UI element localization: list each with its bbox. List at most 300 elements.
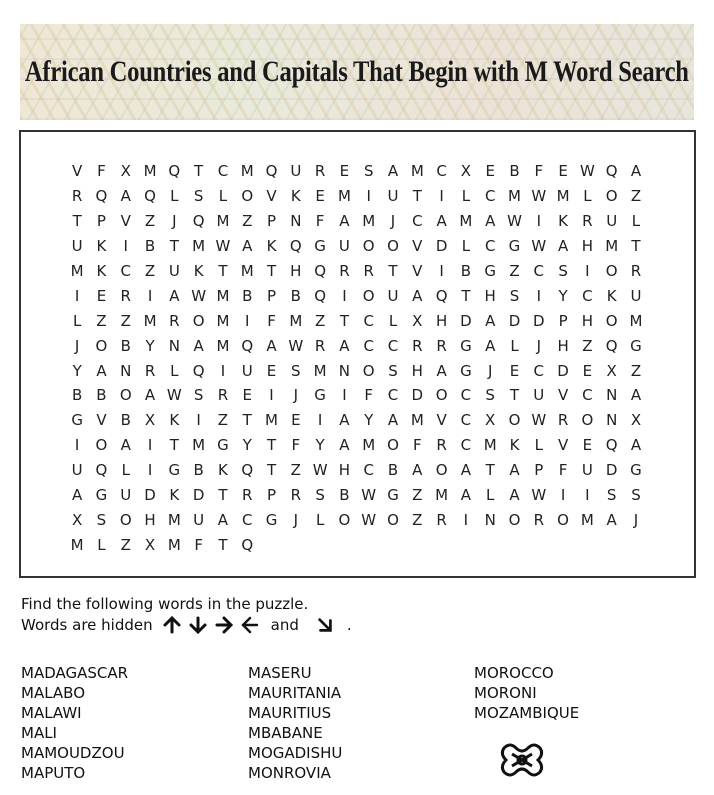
- grid-letter[interactable]: K: [606, 286, 617, 305]
- grid-letter[interactable]: T: [218, 486, 228, 505]
- grid-letter[interactable]: A: [412, 286, 423, 305]
- grid-letter[interactable]: W: [166, 386, 182, 405]
- grid-letter[interactable]: Z: [242, 212, 253, 231]
- grid-letter[interactable]: X: [120, 162, 131, 181]
- grid-letter[interactable]: G: [484, 262, 496, 280]
- grid-letter[interactable]: N: [168, 336, 180, 355]
- grid-letter[interactable]: Y: [145, 336, 155, 355]
- grid-letter[interactable]: C: [217, 162, 229, 181]
- grid-letter[interactable]: M: [605, 237, 619, 256]
- grid-letter[interactable]: X: [72, 510, 83, 529]
- grid-letter[interactable]: I: [147, 461, 153, 480]
- grid-letter[interactable]: Q: [435, 286, 448, 305]
- grid-letter[interactable]: D: [508, 311, 521, 330]
- grid-letter[interactable]: R: [412, 336, 423, 355]
- grid-letter[interactable]: O: [605, 262, 618, 280]
- grid-letter[interactable]: U: [387, 187, 399, 206]
- grid-letter[interactable]: A: [169, 286, 180, 305]
- grid-letter[interactable]: R: [436, 436, 447, 455]
- grid-letter[interactable]: G: [265, 510, 278, 529]
- grid-letter[interactable]: M: [289, 311, 303, 330]
- grid-letter[interactable]: C: [387, 386, 399, 405]
- grid-letter[interactable]: B: [242, 286, 253, 305]
- grid-letter[interactable]: I: [220, 361, 226, 380]
- grid-letter[interactable]: O: [362, 286, 375, 305]
- grid-letter[interactable]: A: [339, 436, 350, 455]
- grid-letter[interactable]: C: [533, 361, 545, 380]
- grid-letter[interactable]: I: [560, 486, 566, 505]
- grid-letter[interactable]: T: [266, 436, 277, 455]
- grid-letter[interactable]: Q: [314, 286, 327, 305]
- grid-letter[interactable]: S: [388, 361, 398, 380]
- grid-letter[interactable]: W: [507, 212, 522, 231]
- grid-letter[interactable]: K: [96, 237, 107, 256]
- grid-letter[interactable]: G: [630, 461, 642, 480]
- grid-letter[interactable]: J: [390, 212, 396, 231]
- grid-letter[interactable]: V: [266, 187, 277, 206]
- grid-letter[interactable]: L: [170, 187, 179, 206]
- grid-letter[interactable]: P: [558, 311, 568, 330]
- grid-letter[interactable]: D: [605, 461, 618, 480]
- grid-letter[interactable]: M: [240, 162, 254, 181]
- grid-letter[interactable]: M: [410, 162, 424, 181]
- grid-letter[interactable]: N: [606, 411, 618, 430]
- grid-letter[interactable]: Q: [241, 461, 254, 480]
- grid-letter[interactable]: I: [74, 436, 80, 455]
- grid-letter[interactable]: W: [361, 486, 377, 505]
- grid-letter[interactable]: S: [606, 486, 617, 505]
- grid-letter[interactable]: M: [70, 262, 84, 280]
- grid-letter[interactable]: L: [461, 237, 471, 256]
- grid-letter[interactable]: G: [630, 336, 642, 355]
- grid-letter[interactable]: O: [362, 237, 375, 256]
- grid-letter[interactable]: U: [241, 361, 253, 380]
- grid-letter[interactable]: U: [71, 461, 83, 480]
- grid-letter[interactable]: K: [96, 262, 107, 280]
- grid-letter[interactable]: I: [245, 311, 250, 330]
- grid-letter[interactable]: C: [120, 262, 131, 280]
- grid-letter[interactable]: J: [487, 361, 493, 380]
- grid-letter[interactable]: G: [217, 436, 229, 455]
- grid-letter[interactable]: C: [460, 411, 472, 430]
- grid-letter[interactable]: K: [290, 187, 301, 206]
- grid-letter[interactable]: V: [412, 237, 423, 256]
- grid-letter[interactable]: A: [509, 461, 520, 480]
- grid-letter[interactable]: C: [582, 386, 593, 405]
- grid-letter[interactable]: W: [288, 336, 304, 355]
- grid-letter[interactable]: T: [485, 461, 495, 480]
- grid-letter[interactable]: O: [581, 411, 594, 430]
- grid-letter[interactable]: A: [460, 486, 472, 505]
- grid-letter[interactable]: F: [534, 162, 544, 181]
- grid-letter[interactable]: L: [72, 311, 82, 330]
- grid-letter[interactable]: I: [342, 286, 347, 305]
- grid-letter[interactable]: R: [290, 486, 302, 505]
- grid-letter[interactable]: U: [606, 212, 618, 231]
- grid-letter[interactable]: B: [193, 461, 204, 480]
- grid-letter[interactable]: R: [314, 336, 326, 355]
- grid-letter[interactable]: A: [557, 237, 569, 256]
- grid-letter[interactable]: Q: [605, 436, 618, 455]
- grid-letter[interactable]: O: [192, 311, 205, 330]
- grid-letter[interactable]: W: [531, 486, 547, 505]
- grid-letter[interactable]: K: [558, 212, 568, 231]
- grid-letter[interactable]: I: [463, 510, 469, 529]
- grid-letter[interactable]: N: [338, 361, 351, 380]
- grid-letter[interactable]: F: [97, 162, 106, 181]
- grid-letter[interactable]: M: [70, 535, 84, 554]
- grid-letter[interactable]: T: [388, 262, 398, 280]
- grid-letter[interactable]: U: [533, 386, 545, 405]
- grid-letter[interactable]: T: [169, 436, 179, 455]
- grid-letter[interactable]: S: [509, 286, 520, 305]
- grid-letter[interactable]: D: [192, 486, 205, 505]
- grid-letter[interactable]: S: [631, 486, 641, 505]
- grid-letter[interactable]: Q: [605, 336, 618, 355]
- grid-letter[interactable]: G: [314, 386, 326, 405]
- grid-letter[interactable]: B: [144, 237, 156, 256]
- grid-letter[interactable]: U: [120, 486, 132, 505]
- grid-letter[interactable]: M: [265, 411, 278, 430]
- grid-letter[interactable]: Z: [314, 311, 326, 330]
- grid-letter[interactable]: S: [96, 510, 107, 529]
- grid-letter[interactable]: H: [411, 361, 423, 380]
- grid-letter[interactable]: U: [193, 510, 205, 529]
- grid-letter[interactable]: M: [192, 436, 206, 455]
- grid-letter[interactable]: O: [119, 386, 132, 405]
- grid-letter[interactable]: R: [557, 411, 569, 430]
- grid-letter[interactable]: B: [509, 162, 520, 181]
- grid-letter[interactable]: Z: [144, 262, 156, 280]
- grid-letter[interactable]: L: [510, 336, 519, 355]
- grid-letter[interactable]: R: [533, 510, 544, 529]
- grid-letter[interactable]: A: [485, 212, 496, 231]
- grid-letter[interactable]: N: [606, 386, 618, 405]
- grid-letter[interactable]: B: [72, 386, 83, 405]
- grid-letter[interactable]: I: [585, 262, 590, 280]
- grid-letter[interactable]: M: [143, 311, 157, 330]
- grid-letter[interactable]: K: [169, 486, 180, 505]
- grid-letter[interactable]: R: [436, 336, 447, 355]
- grid-letter[interactable]: O: [362, 361, 375, 380]
- grid-letter[interactable]: F: [412, 436, 422, 455]
- grid-letter[interactable]: C: [484, 237, 496, 256]
- grid-letter[interactable]: D: [435, 237, 448, 256]
- grid-letter[interactable]: R: [71, 187, 83, 206]
- grid-letter[interactable]: S: [193, 386, 204, 405]
- grid-letter[interactable]: S: [193, 187, 204, 206]
- grid-letter[interactable]: Q: [192, 212, 205, 231]
- grid-letter[interactable]: I: [269, 386, 274, 405]
- grid-letter[interactable]: W: [531, 237, 547, 256]
- grid-letter[interactable]: Y: [242, 436, 252, 455]
- grid-letter[interactable]: E: [582, 436, 593, 455]
- grid-letter[interactable]: L: [461, 187, 471, 206]
- grid-letter[interactable]: O: [605, 187, 618, 206]
- grid-letter[interactable]: O: [338, 510, 351, 529]
- grid-letter[interactable]: M: [410, 411, 424, 430]
- grid-letter[interactable]: O: [435, 461, 448, 480]
- grid-letter[interactable]: R: [630, 262, 642, 280]
- grid-letter[interactable]: E: [242, 386, 252, 405]
- grid-letter[interactable]: I: [196, 411, 201, 430]
- grid-letter[interactable]: R: [314, 162, 326, 181]
- grid-letter[interactable]: R: [120, 286, 131, 305]
- grid-letter[interactable]: I: [366, 187, 371, 206]
- grid-letter[interactable]: V: [120, 212, 131, 231]
- grid-letter[interactable]: B: [460, 262, 472, 280]
- grid-letter[interactable]: M: [337, 187, 351, 206]
- grid-letter[interactable]: I: [123, 237, 128, 256]
- grid-letter[interactable]: E: [485, 162, 495, 181]
- grid-letter[interactable]: G: [460, 336, 472, 355]
- grid-letter[interactable]: F: [364, 386, 374, 405]
- grid-letter[interactable]: M: [216, 311, 230, 330]
- grid-letter[interactable]: W: [312, 461, 328, 480]
- grid-letter[interactable]: E: [582, 361, 593, 380]
- grid-letter[interactable]: M: [192, 237, 206, 256]
- grid-letter[interactable]: Z: [144, 212, 156, 231]
- grid-letter[interactable]: Y: [72, 361, 82, 380]
- grid-letter[interactable]: Z: [509, 262, 520, 280]
- grid-letter[interactable]: L: [388, 311, 398, 330]
- grid-letter[interactable]: L: [534, 436, 543, 455]
- grid-letter[interactable]: T: [242, 411, 252, 430]
- grid-letter[interactable]: Q: [192, 361, 205, 380]
- grid-letter[interactable]: B: [387, 461, 399, 480]
- grid-letter[interactable]: W: [531, 187, 547, 206]
- grid-letter[interactable]: M: [459, 212, 473, 231]
- grid-letter[interactable]: F: [267, 311, 276, 330]
- grid-letter[interactable]: U: [581, 461, 593, 480]
- grid-letter[interactable]: L: [583, 187, 592, 206]
- grid-letter[interactable]: F: [194, 535, 203, 554]
- grid-letter[interactable]: M: [508, 187, 521, 206]
- grid-letter[interactable]: Z: [582, 336, 593, 355]
- grid-letter[interactable]: O: [95, 436, 108, 455]
- grid-letter[interactable]: A: [630, 436, 642, 455]
- grid-letter[interactable]: I: [439, 262, 444, 280]
- grid-letter[interactable]: L: [97, 535, 106, 554]
- grid-letter[interactable]: Y: [315, 436, 325, 455]
- grid-letter[interactable]: C: [241, 510, 253, 529]
- grid-letter[interactable]: M: [435, 486, 449, 505]
- grid-letter[interactable]: E: [291, 411, 301, 430]
- grid-letter[interactable]: O: [387, 237, 399, 256]
- grid-letter[interactable]: O: [241, 187, 254, 206]
- grid-letter[interactable]: A: [217, 510, 229, 529]
- grid-letter[interactable]: C: [387, 336, 399, 355]
- grid-letter[interactable]: Z: [290, 461, 301, 480]
- grid-letter[interactable]: M: [216, 286, 230, 305]
- grid-letter[interactable]: L: [170, 361, 179, 380]
- grid-letter[interactable]: H: [581, 237, 594, 256]
- grid-letter[interactable]: U: [71, 237, 83, 256]
- grid-letter[interactable]: S: [558, 262, 568, 280]
- grid-letter[interactable]: A: [72, 486, 83, 505]
- grid-letter[interactable]: O: [95, 336, 108, 355]
- grid-letter[interactable]: L: [486, 486, 495, 505]
- grid-letter[interactable]: Z: [412, 510, 423, 529]
- grid-letter[interactable]: M: [362, 212, 376, 231]
- grid-letter[interactable]: A: [144, 386, 156, 405]
- grid-letter[interactable]: C: [460, 436, 472, 455]
- grid-letter[interactable]: A: [387, 411, 399, 430]
- grid-letter[interactable]: M: [216, 212, 230, 231]
- grid-letter[interactable]: H: [144, 510, 156, 529]
- grid-letter[interactable]: J: [293, 510, 299, 529]
- grid-letter[interactable]: P: [267, 486, 277, 505]
- grid-letter[interactable]: C: [412, 212, 423, 231]
- grid-letter[interactable]: A: [436, 212, 447, 231]
- grid-letter[interactable]: X: [144, 535, 156, 554]
- grid-letter[interactable]: B: [96, 386, 107, 405]
- grid-letter[interactable]: M: [580, 510, 594, 529]
- grid-letter[interactable]: Q: [265, 162, 278, 181]
- grid-letter[interactable]: E: [96, 286, 107, 305]
- grid-letter[interactable]: O: [508, 411, 521, 430]
- grid-letter[interactable]: K: [169, 411, 180, 430]
- grid-letter[interactable]: X: [606, 361, 617, 380]
- grid-letter[interactable]: I: [536, 286, 541, 305]
- grid-letter[interactable]: S: [315, 486, 325, 505]
- grid-letter[interactable]: Z: [120, 311, 131, 330]
- grid-letter[interactable]: T: [631, 237, 641, 256]
- grid-letter[interactable]: Q: [95, 187, 108, 206]
- grid-letter[interactable]: X: [412, 311, 423, 330]
- grid-letter[interactable]: K: [509, 436, 520, 455]
- grid-letter[interactable]: G: [168, 461, 181, 480]
- grid-letter[interactable]: F: [315, 212, 325, 231]
- grid-letter[interactable]: O: [605, 311, 618, 330]
- grid-letter[interactable]: V: [557, 386, 569, 405]
- grid-letter[interactable]: J: [536, 336, 541, 355]
- grid-letter[interactable]: I: [147, 286, 153, 305]
- grid-letter[interactable]: M: [240, 262, 254, 280]
- grid-letter[interactable]: A: [630, 386, 642, 405]
- grid-letter[interactable]: V: [72, 162, 83, 181]
- grid-letter[interactable]: P: [96, 212, 106, 231]
- grid-letter[interactable]: H: [557, 336, 569, 355]
- grid-letter[interactable]: T: [194, 162, 204, 181]
- grid-letter[interactable]: Z: [120, 535, 131, 554]
- grid-letter[interactable]: P: [534, 461, 544, 480]
- grid-letter[interactable]: D: [557, 361, 569, 380]
- grid-letter[interactable]: T: [461, 286, 471, 305]
- grid-letter[interactable]: R: [582, 212, 593, 231]
- grid-letter[interactable]: U: [168, 262, 180, 280]
- grid-letter[interactable]: A: [630, 162, 642, 181]
- grid-letter[interactable]: V: [436, 411, 447, 430]
- grid-letter[interactable]: A: [460, 461, 472, 480]
- grid-letter[interactable]: V: [557, 436, 569, 455]
- grid-letter[interactable]: R: [339, 262, 350, 280]
- grid-letter[interactable]: A: [120, 187, 131, 206]
- grid-letter[interactable]: I: [147, 436, 153, 455]
- grid-letter[interactable]: T: [218, 262, 228, 280]
- grid-letter[interactable]: O: [557, 510, 569, 529]
- grid-letter[interactable]: M: [167, 535, 181, 554]
- grid-letter[interactable]: W: [191, 286, 207, 305]
- grid-letter[interactable]: M: [483, 436, 497, 455]
- grid-letter[interactable]: W: [579, 162, 595, 181]
- grid-letter[interactable]: V: [96, 411, 107, 430]
- grid-letter[interactable]: A: [485, 336, 496, 355]
- grid-letter[interactable]: C: [460, 386, 472, 405]
- grid-letter[interactable]: A: [193, 336, 204, 355]
- grid-letter[interactable]: K: [193, 262, 204, 280]
- grid-letter[interactable]: G: [460, 361, 472, 380]
- grid-letter[interactable]: I: [74, 286, 80, 305]
- grid-letter[interactable]: H: [581, 311, 594, 330]
- grid-letter[interactable]: J: [74, 336, 80, 355]
- grid-letter[interactable]: A: [96, 361, 107, 380]
- grid-letter[interactable]: M: [313, 361, 327, 380]
- grid-letter[interactable]: S: [363, 162, 374, 181]
- grid-letter[interactable]: S: [485, 386, 495, 405]
- grid-letter[interactable]: Q: [241, 535, 254, 554]
- grid-letter[interactable]: T: [218, 535, 228, 554]
- grid-letter[interactable]: Y: [364, 411, 374, 430]
- grid-letter[interactable]: A: [436, 361, 447, 380]
- grid-letter[interactable]: I: [317, 411, 323, 430]
- grid-letter[interactable]: A: [387, 162, 399, 181]
- grid-letter[interactable]: Z: [630, 361, 642, 380]
- grid-letter[interactable]: A: [339, 336, 350, 355]
- grid-letter[interactable]: H: [484, 286, 496, 305]
- grid-letter[interactable]: O: [119, 510, 132, 529]
- grid-letter[interactable]: Y: [558, 286, 568, 305]
- grid-letter[interactable]: T: [509, 386, 520, 405]
- grid-letter[interactable]: L: [315, 510, 325, 529]
- grid-letter[interactable]: E: [339, 162, 350, 181]
- grid-letter[interactable]: E: [509, 361, 520, 380]
- grid-letter[interactable]: A: [606, 510, 617, 529]
- grid-letter[interactable]: C: [363, 311, 374, 330]
- grid-letter[interactable]: I: [342, 386, 347, 405]
- grid-letter[interactable]: W: [531, 411, 547, 430]
- grid-letter[interactable]: G: [508, 237, 521, 256]
- grid-letter[interactable]: I: [536, 212, 541, 231]
- grid-letter[interactable]: K: [218, 461, 228, 480]
- grid-letter[interactable]: B: [120, 411, 131, 430]
- grid-letter[interactable]: Z: [217, 411, 229, 430]
- grid-letter[interactable]: R: [144, 361, 156, 380]
- grid-letter[interactable]: Q: [314, 262, 327, 280]
- grid-letter[interactable]: J: [633, 510, 639, 529]
- grid-letter[interactable]: C: [484, 187, 496, 206]
- grid-letter[interactable]: U: [338, 237, 350, 256]
- grid-letter[interactable]: N: [290, 212, 302, 231]
- grid-letter[interactable]: L: [218, 187, 228, 206]
- grid-letter[interactable]: G: [95, 486, 108, 505]
- grid-letter[interactable]: B: [120, 336, 131, 355]
- grid-letter[interactable]: D: [533, 311, 545, 330]
- grid-letter[interactable]: K: [266, 237, 277, 256]
- grid-letter[interactable]: M: [556, 187, 570, 206]
- grid-letter[interactable]: Q: [241, 336, 254, 355]
- grid-letter[interactable]: M: [216, 336, 230, 355]
- grid-letter[interactable]: D: [411, 386, 424, 405]
- grid-letter[interactable]: H: [290, 262, 302, 280]
- grid-letter[interactable]: Q: [168, 162, 181, 181]
- grid-letter[interactable]: W: [215, 237, 231, 256]
- grid-letter[interactable]: M: [143, 162, 157, 181]
- grid-letter[interactable]: R: [436, 510, 447, 529]
- grid-letter[interactable]: C: [363, 336, 374, 355]
- grid-letter[interactable]: P: [267, 286, 277, 305]
- grid-letter[interactable]: F: [291, 436, 301, 455]
